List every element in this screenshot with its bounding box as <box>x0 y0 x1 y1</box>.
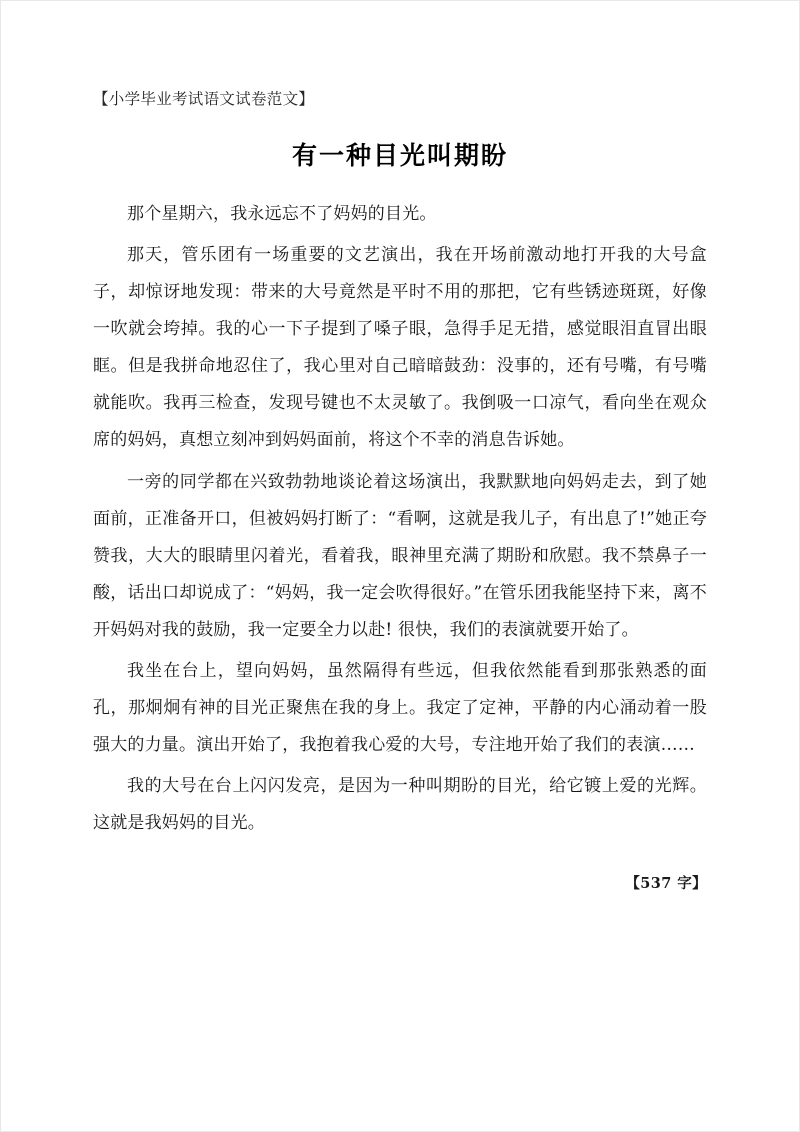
document-category-label: 【小学毕业考试语文试卷范文】 <box>93 90 315 108</box>
essay-paragraph-3: 一旁的同学都在兴致勃勃地谈论着这场演出，我默默地向妈妈走去，到了她面前，正准备开口，但被妈妈打断了：“看啊，这就是我儿子，有出息了!”她正夸赞我，大大的眼睛里闪着光，看着我，眼神里充满了期盼和欣慰。我不禁鼻子一酸，话出口却说成了：“妈妈，我一定会吹得很好。”在管乐团我能坚持下来，离不开妈妈对我的鼓励，我一定要全力以赴! 很快，我们的表演就要开始了。 <box>93 471 707 640</box>
word-count-badge: 【537 字】 <box>625 874 707 892</box>
essay-paragraph-2: 那天，管乐团有一场重要的文艺演出，我在开场前激动地打开我的大号盒子，却惊讶地发现：带来的大号竟然是平时不用的那把，它有些锈迹斑斑，好像一吹就会垮掉。我的心一下子提到了嗓子眼，急得手足无措，感觉眼泪直冒出眼眶。但是我拼命地忍住了，我心里对自己暗暗鼓劲：没事的，还有号嘴，有号嘴就能吹。我再三检查，发现号键也不太灵敏了。我倒吸一口凉气，看向坐在观众席的妈妈，真想立刻冲到妈妈面前，将这个不幸的消息告诉她。 <box>93 245 707 451</box>
essay-body <box>93 196 707 842</box>
essay-paragraph-1: 那个星期六，我永远忘不了妈妈的目光。 <box>127 204 437 225</box>
essay-paragraph-4: 我坐在台上，望向妈妈，虽然隔得有些远，但我依然能看到那张熟悉的面孔，那炯炯有神的目光正聚焦在我的身上。我定了定神，平静的内心涌动着一股强大的力量。演出开始了，我抱着我心爱的大号，专注地开始了我们的表演…… <box>93 660 707 755</box>
document-title: 有一种目光叫期盼 <box>291 140 508 170</box>
essay-paragraph-5: 我的大号在台上闪闪发亮，是因为一种叫期盼的目光，给它镀上爱的光辉。这就是我妈妈的目光。 <box>93 775 707 833</box>
